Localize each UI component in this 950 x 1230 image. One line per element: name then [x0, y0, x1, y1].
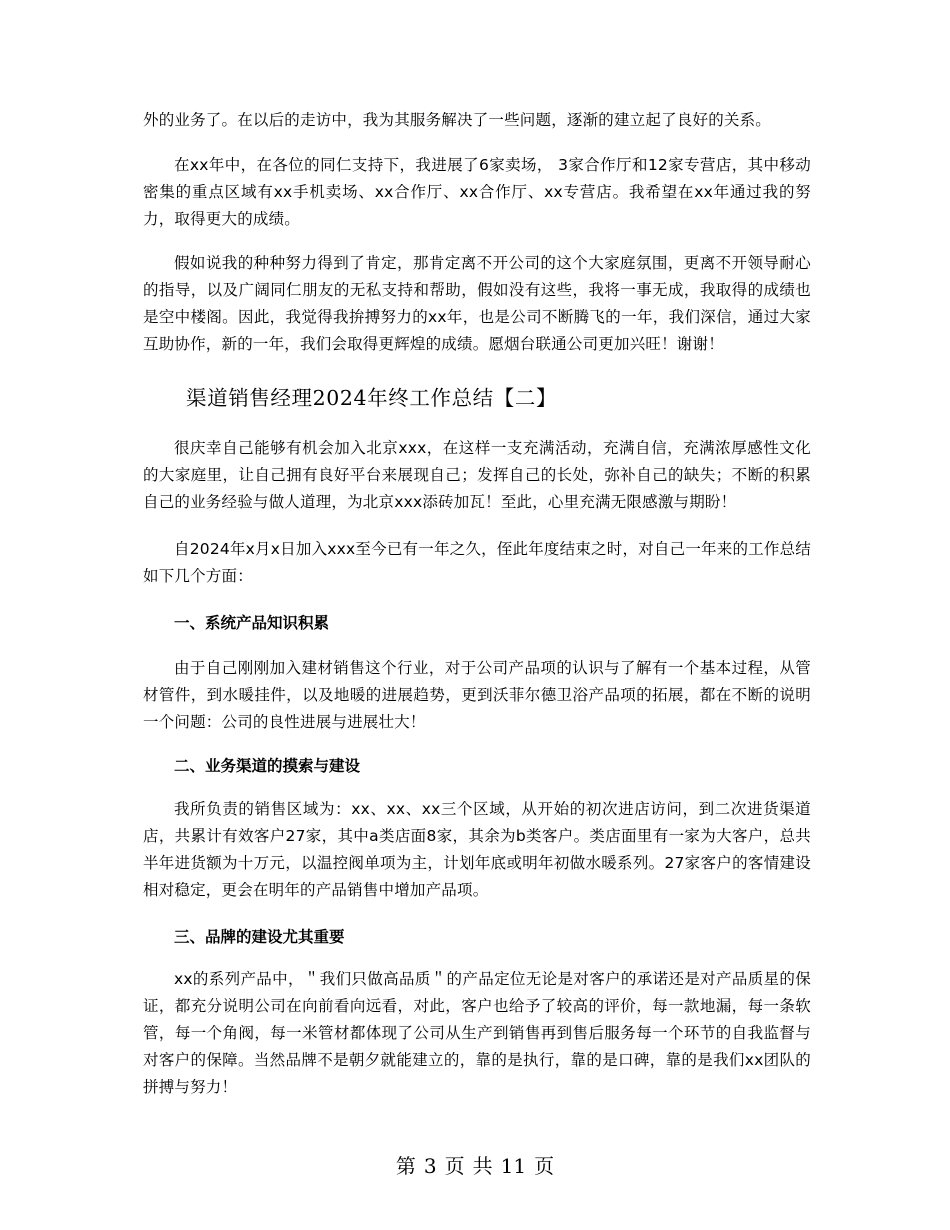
paragraph-2: 在xx年中，在各位的同仁支持下，我进展了6家卖场， 3家合作厅和12家专营店，其中移动密集的重点区域有xx手机卖场、xx合作厅、xx合作厅、xx专营店。我希望在xx年通过我的努力，取得更大的成绩。 [143, 156, 811, 228]
footer-label-di: 第 [395, 1154, 416, 1178]
footer-label-ye: 页 [444, 1154, 465, 1178]
paragraph-4: 很庆幸自己能够有机会加入北京xxx，在这样一支充满活动，充满自信，充满浓厚感性文化的大家庭里，让自己拥有良好平台来展现自己；发挥自己的长处，弥补自己的缺失；不断的积累自己的业务经验与做人道理，为北京xxx添砖加瓦！至此，心里充满无限感激与期盼！ [143, 439, 811, 511]
footer-total-pages: 11 [500, 1154, 527, 1178]
footer-label-gong: 共 [472, 1154, 493, 1178]
paragraph-5: 自2024年x月x日加入xxx至今已有一年之久，侄此年度结束之时，对自己一年来的工作总结如下几个方面： [143, 540, 811, 585]
paragraph-1: 外的业务了。在以后的走访中，我为其服务解决了一些问题，逐渐的建立起了良好的关系。 [143, 111, 772, 129]
footer-label-ye-end: 页 [534, 1154, 555, 1178]
page-footer [0, 1150, 950, 1179]
subheading-3: 三、品牌的建设尤其重要 [174, 928, 345, 946]
subheading-1: 一、系统产品知识积累 [174, 614, 330, 632]
paragraph-3: 假如说我的种种努力得到了肯定，那肯定离不开公司的这个大家庭氛围，更离不开领导耐心的指导，以及广阔同仁朋友的无私支持和帮助，假如没有这些，我将一事无成，我取得的成绩也是空中楼阁。因此，我觉得我拚搏努力的xx年，也是公司不断腾飞的一年，我们深信，通过大家互助协作，新的一年，我们会取得更辉煌的成绩。愿烟台联通公司更加兴旺！谢谢！ [143, 254, 811, 353]
paragraph-6: 由于自己刚刚加入建材销售这个行业，对于公司产品项的认识与了解有一个基本过程，从管材管件，到水暖挂件，以及地暖的进展趋势，更到沃菲尔德卫浴产品项的拓展，都在不断的说明一个问题：公司的良性进展与进展壮大！ [143, 659, 811, 731]
section-title: 渠道销售经理2024年终工作总结【二】 [186, 386, 558, 410]
footer-page-number: 3 [423, 1154, 437, 1178]
paragraph-7: 我所负责的销售区域为：xx、xx、xx三个区域，从开始的初次进店访问，到二次进货渠道店，共累计有效客户27家，其中a类店面8家，其余为b类客户。类店面里有一家为大客户，总共半年进货额为十万元，以温控阀单项为主，计划年底或明年初做水暖系列。27家客户的客情建设相对稳定，更会在明年的产品销售中增加产品项。 [143, 800, 811, 899]
paragraph-8: xx的系列产品中，＂我们只做高品质＂的产品定位无论是对客户的承诺还是对产品质星的保证，都充分说明公司在向前看向远看，对此，客户也给予了较高的评价，每一款地漏，每一条软管，每一个角阀，每一米管材都体现了公司从生产到销售再到售后服务每一个环节的自我监督与对客户的保障。当然品牌不是朝夕就能建立的，靠的是执行，靠的是口碑，靠的是我们xx团队的拼搏与努力！ [143, 970, 811, 1096]
subheading-2: 二、业务渠道的摸索与建设 [174, 757, 361, 775]
